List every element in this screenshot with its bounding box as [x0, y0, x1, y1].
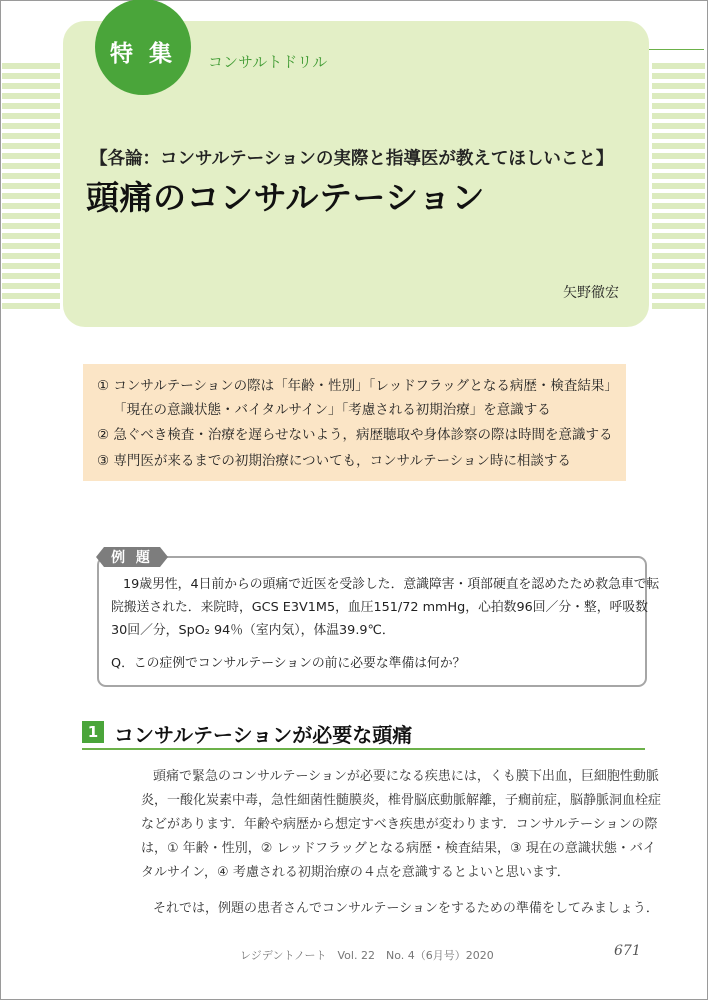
key-points-box	[83, 364, 626, 481]
feature-badge: 特 集	[95, 0, 191, 95]
series-name: コンサルトドリル	[208, 53, 328, 71]
key-point-3: ③ 専門医が来るまでの初期治療についても，コンサルテーション時に相談する	[97, 453, 571, 469]
key-point-2: ② 急ぐべき検査・治療を遅らせないよう，病歴聴取や身体診察の際は時間を意識する	[97, 427, 613, 443]
body-line-3: などがあります．年齢や病歴から想定すべき疾患が変わります．コンサルテーションの際	[141, 817, 658, 832]
section-title: コンサルテーションが必要な頭痛	[114, 723, 413, 747]
example-line-2: 院搬送された．来院時，GCS E3V1M5，血圧151/72 mmHg，心拍数96回／分・整，呼吸数	[111, 600, 648, 615]
key-point-1: ① コンサルテーションの際は「年齢・性別」「レッドフラッグとなる病歴・検査結果」	[97, 378, 618, 394]
article-header	[63, 21, 649, 327]
example-question: Q．この症例でコンサルテーションの前に必要な準備は何か？	[111, 656, 466, 671]
example-label: 例 題	[104, 547, 160, 567]
author-name: 矢野徹宏	[563, 285, 619, 301]
article-subtitle: 【各論：コンサルテーションの実際と指導医が教えてほしいこと】	[90, 149, 614, 169]
example-line-1: 19歳男性，4日前からの頭痛で近医を受診した．意識障害・項部硬直を認めたため救急車で転	[123, 577, 660, 592]
page-number: 671	[614, 943, 641, 959]
body-line-5: タルサイン，④ 考慮される初期治療の４点を意識するとよいと思います．	[141, 865, 570, 880]
body-line-4: は，① 年齢・性別，② レッドフラッグとなる病歴・検査結果，③ 現在の意識状態・バイ	[141, 841, 656, 856]
body-line-2: 炎，一酸化炭素中毒，急性細菌性髄膜炎，椎骨脳底動脈解離，子癇前症，脳静脈洞血栓症	[141, 793, 662, 808]
key-point-1-cont: 「現在の意識状態・バイタルサイン」「考慮される初期治療」を意識する	[113, 402, 551, 418]
article-title: 頭痛のコンサルテーション	[86, 178, 486, 217]
decorative-stripes-left	[2, 63, 60, 309]
journal-footer: レジデントノート Vol. 22 No. 4（6月号）2020	[240, 949, 494, 962]
body-line-1: 頭痛で緊急のコンサルテーションが必要になる疾患には，くも膜下出血，巨細胞性動脈	[153, 769, 659, 784]
example-line-3: 30回／分，SpO₂ 94％（室内気），体温39.9℃．	[111, 623, 395, 638]
decorative-stripes-right	[652, 63, 705, 309]
section-rule	[82, 748, 645, 750]
section-number: 1	[82, 721, 104, 743]
body-line-6: それでは，例題の患者さんでコンサルテーションをするための準備をしてみましょう．	[153, 901, 659, 916]
